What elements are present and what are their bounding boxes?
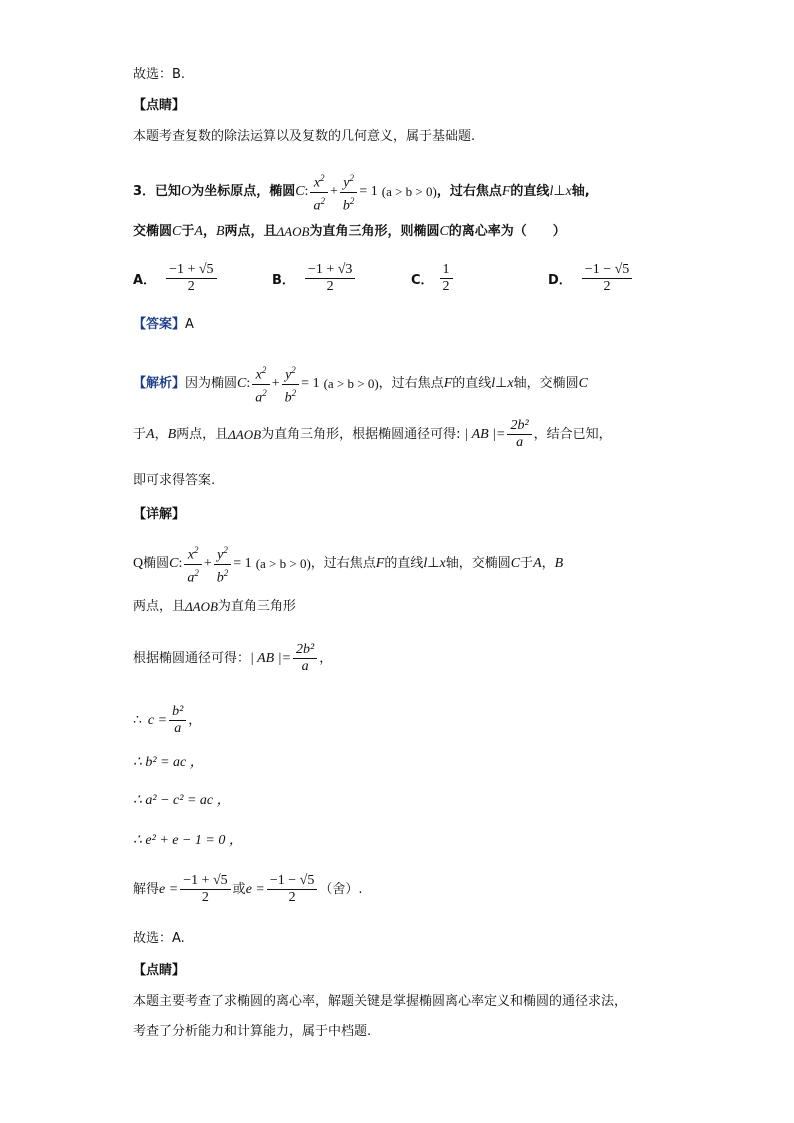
- analysis-line-3: 即可求得答案.: [133, 473, 216, 488]
- question-3-line-2: 交椭圆 C 于 A ， B 两点，且 ΔAOB 为直角三角形，则椭圆 C 的离心率为（ ）: [133, 224, 566, 239]
- detail-line-1: Q 椭圆 C : $\frac{x^2}{a^2}$ + $\frac{y^2}{b^2}$ = 1 (a > b > 0) ，过右焦点 F 的直线 l ⊥ x 轴，交椭圆 C 于 A ， B: [133, 545, 564, 586]
- analysis-label: 【解析】: [133, 376, 186, 392]
- analysis-line-1: 【解析】 因为椭圆 C : $\frac{x^2}{a^2}$ + $\frac{y^2}{b^2}$ = 1 (a > b > 0) ，过右焦点 F 的直线 l ⊥ x 轴，交椭圆 C: [133, 365, 588, 406]
- option-d[interactable]: D． $\frac{-1 - √5}{2}$: [548, 262, 634, 295]
- previous-review-text: 本题考查复数的除法运算以及复数的几何意义，属于基础题.: [133, 129, 476, 144]
- previous-answer-line: 故选：B.: [133, 67, 186, 82]
- fraction-x2-a2: $\frac{x^2}{a^2}$: [310, 170, 328, 214]
- question-number: 3．: [133, 184, 156, 200]
- option-b[interactable]: B． $\frac{-1 + √3}{2}$: [272, 262, 357, 295]
- fraction-y2-b2: $\frac{y^2}{b^2}$: [340, 170, 358, 214]
- option-c[interactable]: C． $\frac{1}{2}$: [411, 262, 455, 295]
- final-answer-line: 故选：A.: [133, 931, 185, 946]
- option-a[interactable]: A． $\frac{-1 + √5}{2}$: [133, 262, 219, 295]
- answer-label: 【答案】: [133, 317, 186, 332]
- detail-step-4: ∴ e² + e − 1 = 0 ，: [133, 833, 243, 848]
- final-review-label: 【点睛】: [133, 963, 186, 978]
- answer-value: A: [185, 317, 194, 332]
- detail-step-2: ∴ b² = ac ，: [133, 755, 204, 770]
- previous-review-label: 【点睛】: [133, 98, 186, 113]
- detail-line-2: 两点，且 ΔAOB 为直角三角形: [133, 599, 296, 614]
- detail-line-3: 根据椭圆通径可得： | AB |= $\frac{\text{2b²}}{a}$ ，: [133, 642, 333, 674]
- final-review-line-2: 考查了分析能力和计算能力，属于中档题.: [133, 1024, 372, 1039]
- question-3-line-1: 3． 已知 O 为坐标原点，椭圆 C : $\frac{x^2}{a^2}$ + $\frac{y^2}{b^2}$ = 1 (a > b > 0) ，过右焦点 F 的直线 l ⊥ x 轴,: [133, 170, 590, 214]
- analysis-line-2: 于 A ， B 两点，且 ΔAOB 为直角三角形，根据椭圆通径可得: | AB |= $\frac{\text{2b²}}{a}$ ，结合已知，: [133, 418, 612, 450]
- answer-line: [133, 316, 194, 334]
- detail-step-3: ∴ a² − c² = ac ，: [133, 793, 231, 808]
- detail-step-5: 解得 e = $\frac{-1 + √5}{2}$ 或 e = $\frac{-1 - √5}{2}$ （舍）.: [133, 873, 363, 905]
- final-review-line-1: 本题主要考查了求椭圆的离心率，解题关键是掌握椭圆离心率定义和椭圆的通径求法，: [133, 994, 628, 1009]
- detail-label: 【详解】: [133, 507, 186, 522]
- detail-step-1: ∴ c = $\frac{\text{b²}}{a}$ ，: [133, 704, 202, 736]
